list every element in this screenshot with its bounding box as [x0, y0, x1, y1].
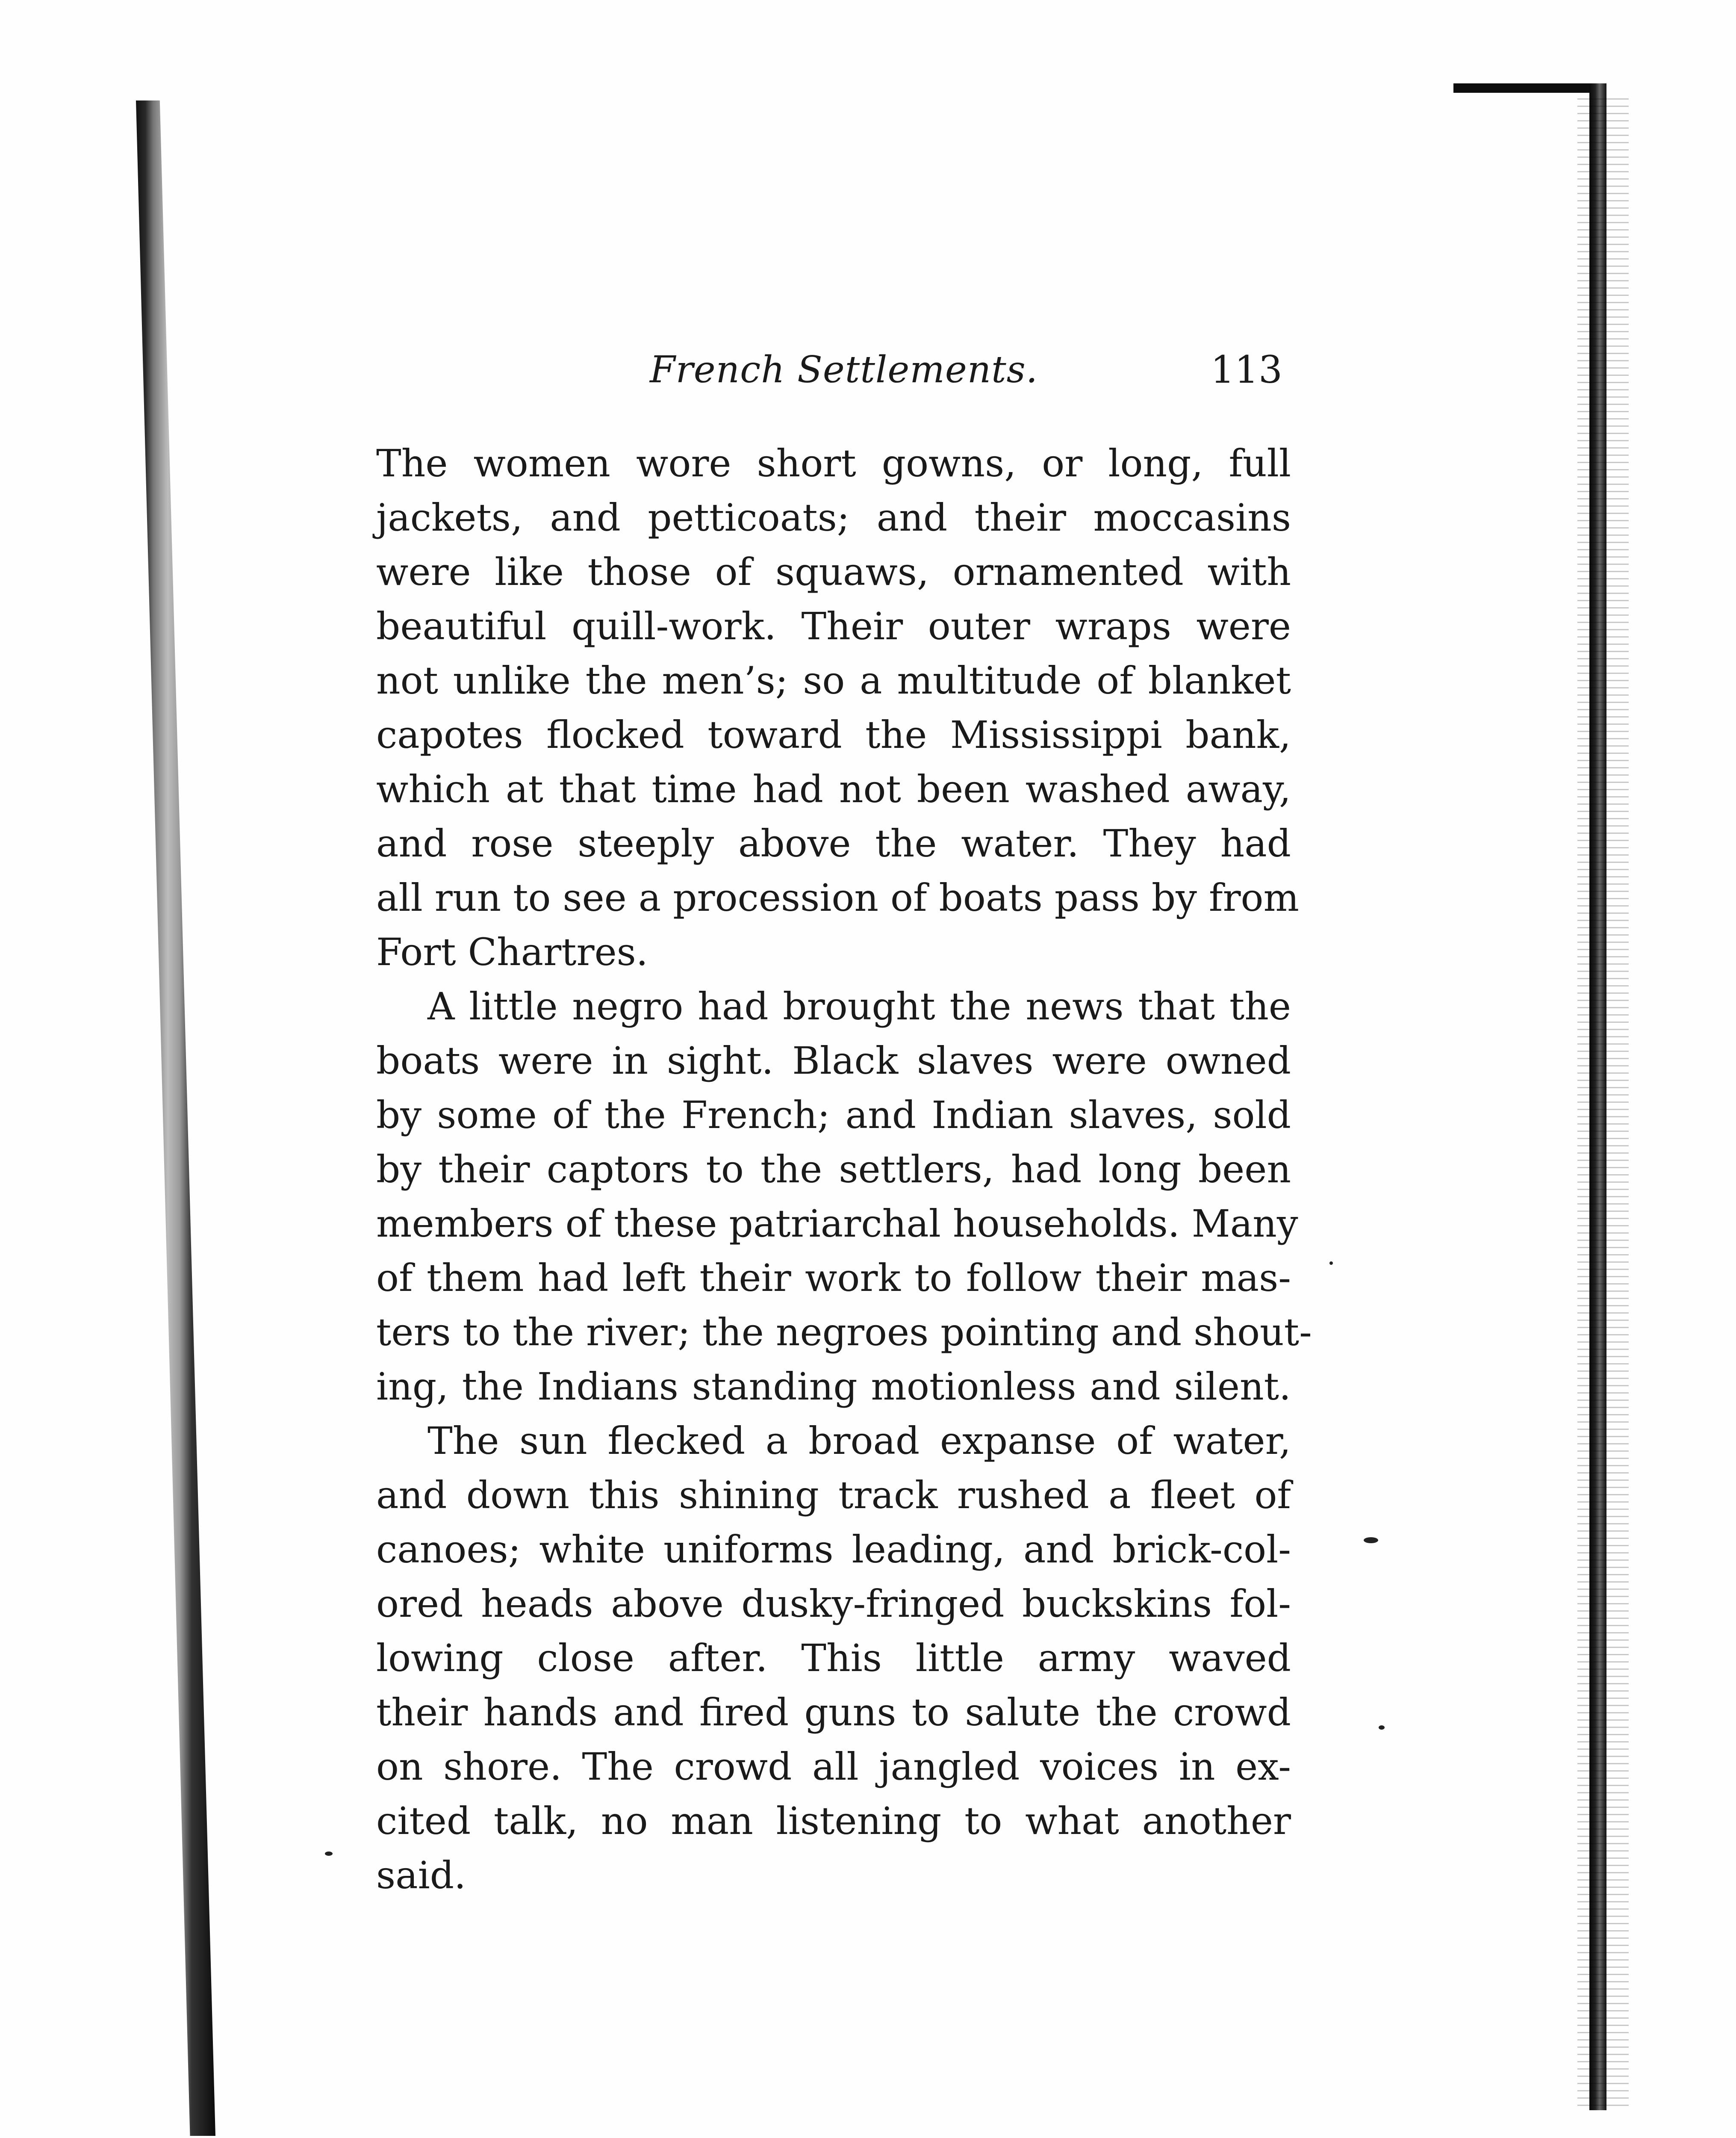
body-text [376, 436, 1312, 1902]
text-line: ters to the river; the negroes pointing and shout- [376, 1310, 1312, 1354]
text-line: The women wore short gowns, or long, full [376, 441, 1291, 485]
text-line: not unlike the men’s; so a multitude of blanket [376, 659, 1291, 703]
binding-shadow-right-top [1453, 83, 1599, 93]
text-line: of them had left their work to follow their mas- [376, 1256, 1291, 1300]
text-line: capotes flocked toward the Mississippi bank, [376, 713, 1291, 757]
paragraph-1 [376, 436, 1299, 979]
text-line: lowing close after. This little army waved [376, 1636, 1291, 1680]
scan-noise-right [1577, 98, 1629, 2108]
text-line: and down this shining track rushed a fleet of [376, 1473, 1291, 1517]
scan-speck [325, 1852, 333, 1856]
page-header [650, 346, 1282, 393]
text-line: said. [376, 1853, 466, 1897]
page-number: 113 [1211, 348, 1282, 392]
text-line: ored heads above dusky-fringed buckskins fol- [376, 1582, 1291, 1626]
text-line: beautiful quill-work. Their outer wraps were [376, 604, 1291, 648]
text-line: jackets, and petticoats; and their moccasins [376, 496, 1291, 540]
text-line: which at that time had not been washed away, [376, 767, 1291, 811]
paragraph-3 [376, 1414, 1291, 1902]
binding-shadow-left [136, 100, 215, 2136]
text-line: members of these patriarchal households. Many [376, 1202, 1298, 1246]
text-line: by their captors to the settlers, had long been [376, 1147, 1291, 1191]
text-line: canoes; white uniforms leading, and brick-col- [376, 1527, 1291, 1571]
text-line: boats were in sight. Black slaves were owned [376, 1039, 1291, 1083]
scan-speck [1379, 1725, 1385, 1730]
paragraph-2 [376, 979, 1312, 1414]
text-line: The sun flecked a broad expanse of water, [427, 1419, 1291, 1463]
text-line: Fort Chartres. [376, 930, 648, 974]
text-line: were like those of squaws, ornamented with [376, 550, 1291, 594]
text-line: by some of the French; and Indian slaves, sold [376, 1093, 1291, 1137]
scan-speck [1329, 1261, 1333, 1265]
text-line: their hands and fired guns to salute the crowd [376, 1690, 1291, 1734]
text-line: ing, the Indians standing motionless and silent. [376, 1364, 1291, 1409]
text-line: cited talk, no man listening to what another [376, 1799, 1291, 1843]
text-line: and rose steeply above the water. They had [376, 821, 1291, 865]
running-head: French Settlements. [650, 348, 1038, 391]
text-line: all run to see a procession of boats pass by from [376, 876, 1299, 920]
text-line: A little negro had brought the news that the [427, 984, 1291, 1028]
text-line: on shore. The crowd all jangled voices in ex- [376, 1745, 1291, 1789]
scan-speck [1364, 1537, 1378, 1543]
